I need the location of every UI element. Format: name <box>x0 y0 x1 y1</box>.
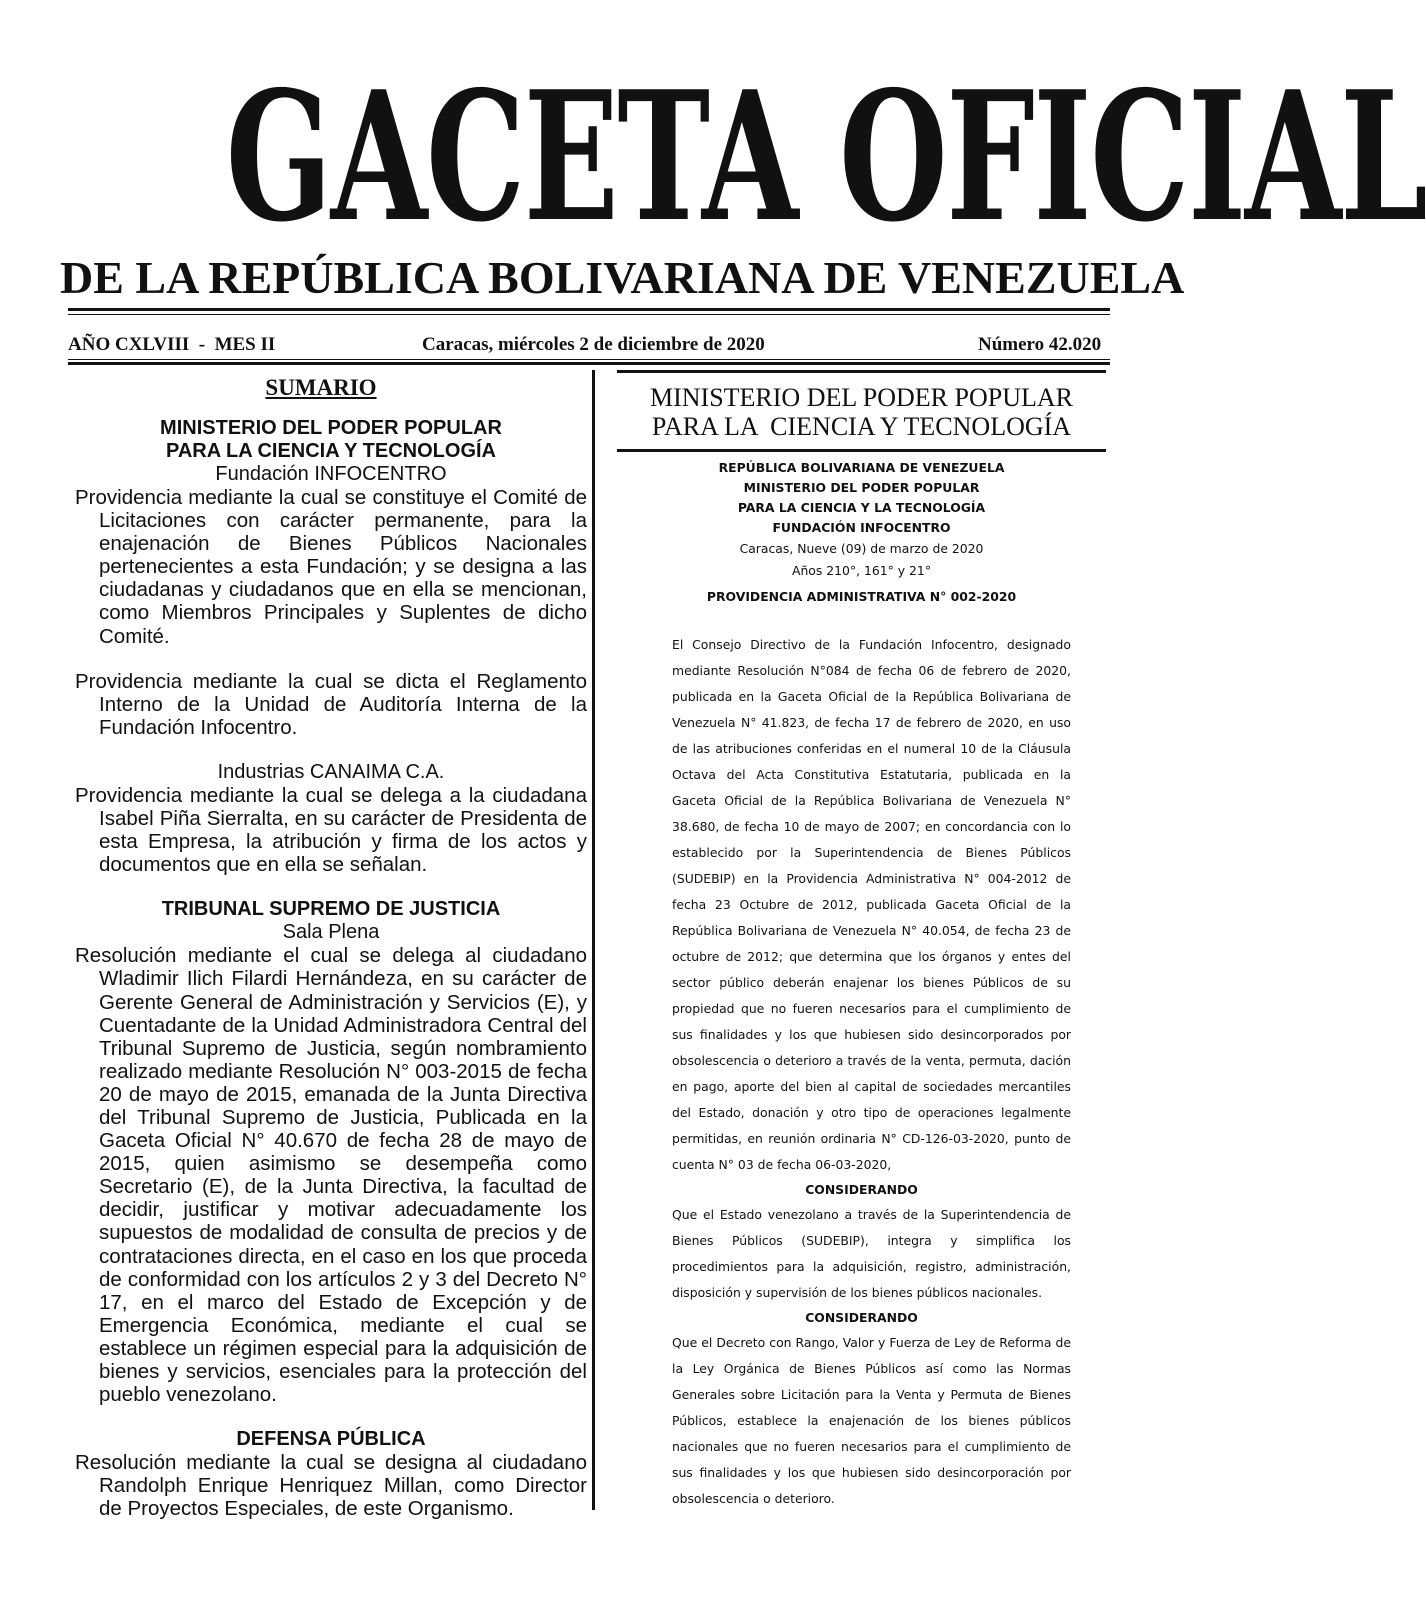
ministry-heading-box <box>617 370 1106 452</box>
info-rule-thin <box>68 359 1110 360</box>
sumario-heading: SUMARIO <box>265 375 377 400</box>
ministry-column <box>614 370 1109 1512</box>
doc-header-line: MINISTERIO DEL PODER POPULAR <box>743 480 980 495</box>
body-paragraph: El Consejo Directivo de la Fundación Infocentro, designado mediante Resolución N°084 de fecha 06 de febrero de 2020, publicada en la Gaceta Oficial de la República Bolivariana de Venezuela N° 41.823, de fecha 17 de febrero de 2020, en uso de las atribuciones conferidas en el numeral 10 de la Cláusula Octava del Acta Constitutiva Estatutaria, publicada en la Gaceta Oficial de la República Bolivariana de Venezuela N° 38.680, de fecha 10 de mayo de 2007; en concordancia con lo establecido por la Superintendencia de Bienes Públicos (SUDEBIP) en la Providencia Administrativa N° 004-2012 de fecha 23 Octubre de 2012, publicada Gaceta Oficial de la República Bolivariana de Venezuela N° 40.054, de fecha 23 de octubre de 2012; que determina que los órganos y entes del sector público deberán enajenar los bienes Públicos de su propiedad que no fueren necesarios para el cumplimiento de sus finalidades y los que hubiesen sido desincorporados por obsolescencia o deterioro a través de la venta, permuta, dación en pago, aporte del bien al capital de sociedades mercantiles del Estado, donación y otro tipo de operaciones legalmente permitidas, en reunión ordinaria N° CD-126-03-2020, punto de cuenta N° 03 de fecha 06-03-2020, <box>672 637 1071 1172</box>
section-heading: MINISTERIO DEL PODER POPULAR <box>160 417 502 439</box>
masthead-title: GACETA OFICIAL <box>225 52 1426 261</box>
body-paragraph: Que el Estado venezolano a través de la Superintendencia de Bienes Públicos (SUDEBIP), integra y simplifica los procedimientos para la adquisición, registro, administración, disposición y supervisión de los bienes públicos nacionales. <box>672 1207 1071 1300</box>
section-subheading: Fundación INFOCENTRO <box>215 463 447 485</box>
issue-place-date: Caracas, miércoles 2 de diciembre de 2020 <box>422 334 765 355</box>
info-rule-thick <box>68 362 1110 365</box>
providencia-title: PROVIDENCIA ADMINISTRATIVA N° 002-2020 <box>706 589 1017 604</box>
sumario-entry: Providencia mediante la cual se delega a la ciudadana Isabel Piña Sierralta, en su carácter de Presidenta de esta Empresa, la atribución y firma de los actos y documentos que en ella se señalan. <box>75 783 587 877</box>
ministry-heading-line: MINISTERIO DEL PODER POPULAR <box>650 383 1073 412</box>
sumario-entry: Providencia mediante la cual se constituye el Comité de Licitaciones con carácter permanente, para la enajenación de Bienes Públicos Nacionales pertenecientes a esta Fundación; y se designa a las ciudadanas y ciudadanos que en ella se mencionan, como Miembros Principales y Suplentes de dicho Comité. <box>75 486 587 648</box>
section-subheading: Sala Plena <box>282 921 380 944</box>
doc-header-line: FUNDACIÓN INFOCENTRO <box>772 520 951 535</box>
column-divider <box>592 370 595 1510</box>
section-heading: PARA LA CIENCIA Y TECNOLOGÍA <box>165 440 497 462</box>
sumario-entry: Providencia mediante la cual se dicta el Reglamento Interno de la Unidad de Auditoría Interna de la Fundación Infocentro. <box>75 669 587 739</box>
considerando-heading: CONSIDERANDO <box>805 1182 918 1197</box>
issue-number: Número 42.020 <box>978 334 1102 355</box>
top-rule-thin <box>68 314 1110 315</box>
sumario-column <box>75 375 587 1520</box>
doc-header-line: PARA LA CIENCIA Y LA TECNOLOGÍA <box>737 500 986 515</box>
section-heading: TRIBUNAL SUPREMO DE JUSTICIA <box>161 898 501 921</box>
doc-years-line: Años 210°, 161° y 21° <box>791 563 932 578</box>
doc-header-line: REPÚBLICA BOLIVARIANA DE VENEZUELA <box>718 460 1005 475</box>
section-subheading: Industrias CANAIMA C.A. <box>217 760 445 783</box>
sumario-entry: Resolución mediante el cual se delega al ciudadano Wladimir Ilich Filardi Hernándeza, en su carácter de Gerente General de Administración y Servicios (E), y Cuentadante de la Unidad Administradora Central del Tribunal Supremo de Justicia, según nombramiento realizado mediante Resolución N° 003-2015 de fecha 20 de mayo de 2015, emanada de la Junta Directiva del Tribunal Supremo de Justicia, Publicada en la Gaceta Oficial N° 40.670 de fecha 28 de mayo de 2015, quien asimismo se desempeña como Secretario (E), de la Junta Directiva, la facultad de decidir, justificar y motivar adecuadamente los supuestos de modalidad de consulta de precios y de contrataciones directa, en el caso en los que proceda de conformidad con los artículos 2 y 3 del Decreto N° 17, en el marco del Estado de Excepción y de Emergencia Económica, mediante el cual se establece un régimen especial para la adquisición de bienes y servicios, esenciales para la protección del pueblo venezolano. <box>75 944 587 1407</box>
considerando-heading: CONSIDERANDO <box>805 1310 918 1325</box>
ministry-heading-line: PARA LA CIENCIA Y TECNOLOGÍA <box>651 412 1072 441</box>
body-paragraph: Que el Decreto con Rango, Valor y Fuerza de Ley de Reforma de la Ley Orgánica de Bienes Públicos así como las Normas Generales sobre Licitación para la Venta y Permuta de Bienes Públicos, establece la enajenación de los bienes públicos nacionales que no fueren necesarios para el cumplimiento de sus finalidades y los que hubiesen sido desincorporación por obsolescencia o deterioro. <box>672 1335 1071 1506</box>
issue-year-month: AÑO CXLVIII - MES II <box>68 334 276 355</box>
top-rule-thick <box>68 308 1110 311</box>
section-heading: DEFENSA PÚBLICA <box>236 1428 426 1451</box>
sumario-entry: Resolución mediante la cual se designa al ciudadano Randolph Enrique Henriquez Millan, como Director de Proyectos Especiales, de este Organismo. <box>75 1451 587 1521</box>
doc-date-line: Caracas, Nueve (09) de marzo de 2020 <box>739 541 984 556</box>
masthead-subtitle: DE LA REPÚBLICA BOLIVARIANA DE VENEZUELA <box>60 252 1185 303</box>
